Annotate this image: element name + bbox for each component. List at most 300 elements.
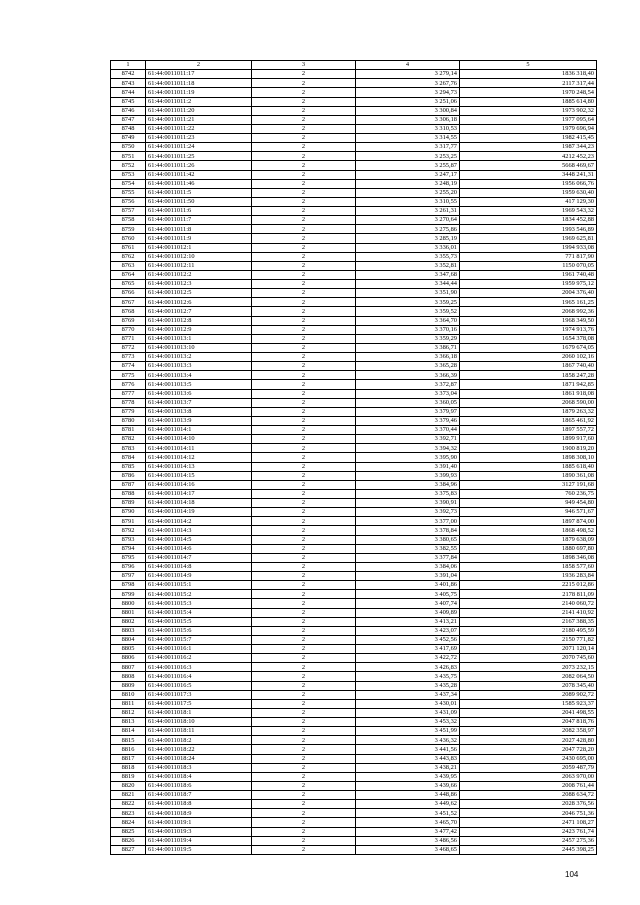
table-row [111, 781, 597, 790]
table-row [111, 270, 597, 279]
cadastral-number-cell: 61:44:0011014:19 [146, 508, 252, 517]
specific-value-cell: 3 336,01 [356, 243, 460, 252]
category-code-cell: 2 [252, 572, 356, 581]
row-number-cell: 8792 [111, 526, 146, 535]
row-number-cell: 8744 [111, 88, 146, 97]
column-header-1: 1 [111, 61, 146, 70]
specific-value-cell: 3 372,87 [356, 380, 460, 389]
row-number-cell: 8806 [111, 654, 146, 663]
row-number-cell: 8784 [111, 453, 146, 462]
row-number-cell: 8797 [111, 572, 146, 581]
category-code-cell: 2 [252, 489, 356, 498]
row-number-cell: 8802 [111, 617, 146, 626]
specific-value-cell: 3 438,21 [356, 763, 460, 772]
cadastral-value-cell: 5668 469,67 [460, 161, 597, 170]
specific-value-cell: 3 392,73 [356, 508, 460, 517]
category-code-cell: 2 [252, 772, 356, 781]
cadastral-value-cell: 1974 913,76 [460, 325, 597, 334]
row-number-cell: 8791 [111, 517, 146, 526]
category-code-cell: 2 [252, 581, 356, 590]
specific-value-cell: 3 310,55 [356, 197, 460, 206]
category-code-cell: 2 [252, 152, 356, 161]
row-number-cell: 8752 [111, 161, 146, 170]
row-number-cell: 8800 [111, 599, 146, 608]
row-number-cell: 8778 [111, 398, 146, 407]
cadastral-number-cell: 61:44:0011014:6 [146, 544, 252, 553]
row-number-cell: 8773 [111, 353, 146, 362]
cadastral-value-cell: 2167 388,35 [460, 617, 597, 626]
cadastral-value-cell: 1858 247,28 [460, 371, 597, 380]
table-row [111, 736, 597, 745]
cadastral-value-cell: 1993 546,89 [460, 225, 597, 234]
table-row [111, 727, 597, 736]
row-number-cell: 8790 [111, 508, 146, 517]
cadastral-number-cell: 61:44:0011018:7 [146, 791, 252, 800]
cadastral-value-cell: 1858 577,60 [460, 562, 597, 571]
specific-value-cell: 3 285,19 [356, 234, 460, 243]
cadastral-number-cell: 61:44:0011011:7 [146, 216, 252, 225]
column-header-4: 4 [356, 61, 460, 70]
column-header-5: 5 [460, 61, 597, 70]
row-number-cell: 8755 [111, 188, 146, 197]
row-number-cell: 8803 [111, 626, 146, 635]
row-number-cell: 8781 [111, 426, 146, 435]
table-row [111, 471, 597, 480]
cadastral-value-cell: 2046 751,36 [460, 809, 597, 818]
cadastral-number-cell: 61:44:0011014:3 [146, 526, 252, 535]
row-number-cell: 8753 [111, 170, 146, 179]
table-row [111, 818, 597, 827]
row-number-cell: 8817 [111, 754, 146, 763]
cadastral-number-cell: 61:44:0011014:15 [146, 471, 252, 480]
table-body [111, 70, 597, 855]
row-number-cell: 8827 [111, 845, 146, 854]
cadastral-value-cell: 2180 495,59 [460, 626, 597, 635]
cadastral-value-cell: 1868 498,52 [460, 526, 597, 535]
cadastral-value-cell: 1936 283,84 [460, 572, 597, 581]
cadastral-value-cell: 2215 012,86 [460, 581, 597, 590]
table-row [111, 170, 597, 179]
row-number-cell: 8779 [111, 407, 146, 416]
category-code-cell: 2 [252, 70, 356, 79]
table-row [111, 97, 597, 106]
row-number-cell: 8795 [111, 553, 146, 562]
row-number-cell: 8808 [111, 672, 146, 681]
table-row [111, 343, 597, 352]
category-code-cell: 2 [252, 134, 356, 143]
row-number-cell: 8760 [111, 234, 146, 243]
row-number-cell: 8820 [111, 781, 146, 790]
specific-value-cell: 3 386,71 [356, 343, 460, 352]
row-number-cell: 8786 [111, 471, 146, 480]
table-row [111, 444, 597, 453]
table-row [111, 261, 597, 270]
row-number-cell: 8743 [111, 79, 146, 88]
category-code-cell: 2 [252, 243, 356, 252]
row-number-cell: 8774 [111, 362, 146, 371]
cadastral-value-cell: 1968 349,50 [460, 316, 597, 325]
row-number-cell: 8763 [111, 261, 146, 270]
row-number-cell: 8742 [111, 70, 146, 79]
cadastral-value-cell: 1969 625,81 [460, 234, 597, 243]
specific-value-cell: 3 370,44 [356, 426, 460, 435]
specific-value-cell: 3 392,71 [356, 435, 460, 444]
category-code-cell: 2 [252, 188, 356, 197]
cadastral-value-cell: 4212 452,23 [460, 152, 597, 161]
cadastral-number-cell: 61:44:0011011:46 [146, 179, 252, 188]
cadastral-value-cell: 2047 728,20 [460, 745, 597, 754]
category-code-cell: 2 [252, 234, 356, 243]
specific-value-cell: 3 373,04 [356, 389, 460, 398]
table-row [111, 508, 597, 517]
cadastral-number-cell: 61:44:0011012:3 [146, 280, 252, 289]
cadastral-number-cell: 61:44:0011017:3 [146, 690, 252, 699]
cadastral-number-cell: 61:44:0011014:11 [146, 444, 252, 453]
cadastral-number-cell: 61:44:0011013:10 [146, 343, 252, 352]
table-row [111, 699, 597, 708]
table-row [111, 152, 597, 161]
row-number-cell: 8769 [111, 316, 146, 325]
category-code-cell: 2 [252, 225, 356, 234]
cadastral-value-cell: 3448 241,31 [460, 170, 597, 179]
cadastral-number-cell: 61:44:0011013:3 [146, 362, 252, 371]
specific-value-cell: 3 377,84 [356, 553, 460, 562]
cadastral-value-cell: 2070 745,60 [460, 654, 597, 663]
table-row [111, 435, 597, 444]
table-row [111, 252, 597, 261]
table-row [111, 489, 597, 498]
category-code-cell: 2 [252, 681, 356, 690]
cadastral-number-cell: 61:44:0011016:5 [146, 681, 252, 690]
category-code-cell: 2 [252, 97, 356, 106]
table-row [111, 635, 597, 644]
table-row [111, 334, 597, 343]
row-number-cell: 8745 [111, 97, 146, 106]
specific-value-cell: 3 248,19 [356, 179, 460, 188]
table-row [111, 499, 597, 508]
cadastral-number-cell: 61:44:0011013:4 [146, 371, 252, 380]
table-row [111, 480, 597, 489]
specific-value-cell: 3 359,25 [356, 298, 460, 307]
page-number: 104 [565, 870, 579, 879]
category-code-cell: 2 [252, 617, 356, 626]
specific-value-cell: 3 344,44 [356, 280, 460, 289]
cadastral-number-cell: 61:44:0011013:8 [146, 407, 252, 416]
table-row [111, 827, 597, 836]
row-number-cell: 8780 [111, 416, 146, 425]
table-row [111, 791, 597, 800]
cadastral-number-cell: 61:44:0011016:3 [146, 663, 252, 672]
row-number-cell: 8814 [111, 727, 146, 736]
category-code-cell: 2 [252, 654, 356, 663]
cadastral-value-cell: 1959 975,12 [460, 280, 597, 289]
table-row [111, 79, 597, 88]
cadastral-number-cell: 61:44:0011011:25 [146, 152, 252, 161]
table-row [111, 462, 597, 471]
cadastral-number-cell: 61:44:0011011:21 [146, 115, 252, 124]
cadastral-value-cell: 2471 108,27 [460, 818, 597, 827]
table-row [111, 754, 597, 763]
cadastral-value-cell: 2150 771,82 [460, 635, 597, 644]
specific-value-cell: 3 426,83 [356, 663, 460, 672]
cadastral-value-cell: 2430 695,00 [460, 754, 597, 763]
row-number-cell: 8750 [111, 143, 146, 152]
category-code-cell: 2 [252, 398, 356, 407]
table-row [111, 800, 597, 809]
specific-value-cell: 3 261,31 [356, 207, 460, 216]
specific-value-cell: 3 435,28 [356, 681, 460, 690]
cadastral-number-cell: 61:44:0011012:5 [146, 289, 252, 298]
specific-value-cell: 3 351,90 [356, 289, 460, 298]
category-code-cell: 2 [252, 663, 356, 672]
table-row [111, 161, 597, 170]
cadastral-value-cell: 1867 740,40 [460, 362, 597, 371]
specific-value-cell: 3 449,62 [356, 800, 460, 809]
cadastral-number-cell: 61:44:0011015:1 [146, 581, 252, 590]
row-number-cell: 8824 [111, 818, 146, 827]
category-code-cell: 2 [252, 106, 356, 115]
table-row [111, 517, 597, 526]
category-code-cell: 2 [252, 170, 356, 179]
row-number-cell: 8757 [111, 207, 146, 216]
table-row [111, 70, 597, 79]
specific-value-cell: 3 423,07 [356, 626, 460, 635]
cadastral-value-cell: 1969 543,32 [460, 207, 597, 216]
cadastral-number-cell: 61:44:0011012:11 [146, 261, 252, 270]
cadastral-value-cell: 2445 398,25 [460, 845, 597, 854]
category-code-cell: 2 [252, 79, 356, 88]
table-row [111, 216, 597, 225]
cadastral-value-cell: 2059 487,79 [460, 763, 597, 772]
row-number-cell: 8768 [111, 307, 146, 316]
cadastral-number-cell: 61:44:0011015:7 [146, 635, 252, 644]
table-row [111, 708, 597, 717]
row-number-cell: 8761 [111, 243, 146, 252]
category-code-cell: 2 [252, 115, 356, 124]
table-row [111, 134, 597, 143]
cadastral-number-cell: 61:44:0011014:1 [146, 426, 252, 435]
cadastral-number-cell: 61:44:0011012:1 [146, 243, 252, 252]
cadastral-number-cell: 61:44:0011012:7 [146, 307, 252, 316]
cadastral-value-cell: 1897 874,00 [460, 517, 597, 526]
specific-value-cell: 3 422,72 [356, 654, 460, 663]
specific-value-cell: 3 443,83 [356, 754, 460, 763]
cadastral-value-cell: 1150 070,05 [460, 261, 597, 270]
category-code-cell: 2 [252, 535, 356, 544]
specific-value-cell: 3 279,14 [356, 70, 460, 79]
category-code-cell: 2 [252, 389, 356, 398]
cadastral-number-cell: 61:44:0011012:9 [146, 325, 252, 334]
table-row [111, 453, 597, 462]
cadastral-number-cell: 61:44:0011016:2 [146, 654, 252, 663]
category-code-cell: 2 [252, 699, 356, 708]
cadastral-number-cell: 61:44:0011013:6 [146, 389, 252, 398]
category-code-cell: 2 [252, 407, 356, 416]
specific-value-cell: 3 486,56 [356, 836, 460, 845]
table-row [111, 407, 597, 416]
row-number-cell: 8812 [111, 708, 146, 717]
specific-value-cell: 3 405,75 [356, 590, 460, 599]
cadastral-value-cell: 1900 819,20 [460, 444, 597, 453]
specific-value-cell: 3 378,84 [356, 526, 460, 535]
specific-value-cell: 3 255,87 [356, 161, 460, 170]
specific-value-cell: 3 270,64 [356, 216, 460, 225]
category-code-cell: 2 [252, 827, 356, 836]
cadastral-number-cell: 61:44:0011018:10 [146, 718, 252, 727]
cadastral-number-cell: 61:44:0011014:13 [146, 462, 252, 471]
specific-value-cell: 3 365,28 [356, 362, 460, 371]
table-row [111, 809, 597, 818]
table-row [111, 243, 597, 252]
cadastral-value-cell: 1897 557,72 [460, 426, 597, 435]
specific-value-cell: 3 360,05 [356, 398, 460, 407]
table-row [111, 526, 597, 535]
specific-value-cell: 3 437,34 [356, 690, 460, 699]
table-row [111, 553, 597, 562]
category-code-cell: 2 [252, 270, 356, 279]
specific-value-cell: 3 439,95 [356, 772, 460, 781]
cadastral-value-cell: 1879 263,32 [460, 407, 597, 416]
cadastral-number-cell: 61:44:0011014:17 [146, 489, 252, 498]
row-number-cell: 8748 [111, 124, 146, 133]
cadastral-value-cell: 1679 674,05 [460, 343, 597, 352]
category-code-cell: 2 [252, 289, 356, 298]
specific-value-cell: 3 314,55 [356, 134, 460, 143]
cadastral-number-cell: 61:44:0011017:5 [146, 699, 252, 708]
table-row [111, 745, 597, 754]
cadastral-value-cell: 2117 317,44 [460, 79, 597, 88]
cadastral-number-cell: 61:44:0011011:23 [146, 134, 252, 143]
cadastral-number-cell: 61:44:0011014:2 [146, 517, 252, 526]
row-number-cell: 8822 [111, 800, 146, 809]
cadastral-value-cell: 2073 232,15 [460, 663, 597, 672]
cadastral-value-cell: 1898 346,08 [460, 553, 597, 562]
category-code-cell: 2 [252, 590, 356, 599]
cadastral-number-cell: 61:44:0011014:16 [146, 480, 252, 489]
specific-value-cell: 3 391,04 [356, 572, 460, 581]
category-code-cell: 2 [252, 745, 356, 754]
cadastral-value-cell: 2041 498,55 [460, 708, 597, 717]
category-code-cell: 2 [252, 517, 356, 526]
table-row [111, 380, 597, 389]
table-row [111, 581, 597, 590]
specific-value-cell: 3 453,32 [356, 718, 460, 727]
row-number-cell: 8776 [111, 380, 146, 389]
cadastral-number-cell: 61:44:0011015:2 [146, 590, 252, 599]
cadastral-number-cell: 61:44:0011012:2 [146, 270, 252, 279]
specific-value-cell: 3 431,09 [356, 708, 460, 717]
specific-value-cell: 3 399,93 [356, 471, 460, 480]
category-code-cell: 2 [252, 645, 356, 654]
specific-value-cell: 3 430,01 [356, 699, 460, 708]
cadastral-value-cell: 771 817,90 [460, 252, 597, 261]
table-row [111, 225, 597, 234]
specific-value-cell: 3 379,46 [356, 416, 460, 425]
cadastral-value-cell: 2078 345,40 [460, 681, 597, 690]
specific-value-cell: 3 380,65 [356, 535, 460, 544]
row-number-cell: 8787 [111, 480, 146, 489]
table-row [111, 426, 597, 435]
row-number-cell: 8825 [111, 827, 146, 836]
cadastral-number-cell: 61:44:0011012:8 [146, 316, 252, 325]
cadastral-value-cell: 2082 064,50 [460, 672, 597, 681]
row-number-cell: 8815 [111, 736, 146, 745]
row-number-cell: 8813 [111, 718, 146, 727]
specific-value-cell: 3 251,06 [356, 97, 460, 106]
cadastral-value-cell: 1994 933,08 [460, 243, 597, 252]
category-code-cell: 2 [252, 179, 356, 188]
cadastral-value-cell: 1865 461,92 [460, 416, 597, 425]
cadastral-value-cell: 2060 102,16 [460, 353, 597, 362]
category-code-cell: 2 [252, 526, 356, 535]
specific-value-cell: 3 355,73 [356, 252, 460, 261]
cadastral-value-cell: 1987 344,23 [460, 143, 597, 152]
table-row [111, 718, 597, 727]
row-number-cell: 8819 [111, 772, 146, 781]
cadastral-value-cell: 2047 818,76 [460, 718, 597, 727]
cadastral-number-cell: 61:44:0011018:1 [146, 708, 252, 717]
cadastral-value-cell: 2457 275,36 [460, 836, 597, 845]
cadastral-value-cell: 2089 902,72 [460, 690, 597, 699]
category-code-cell: 2 [252, 800, 356, 809]
cadastral-value-cell: 949 454,80 [460, 499, 597, 508]
cadastral-number-cell: 61:44:0011013:7 [146, 398, 252, 407]
row-number-cell: 8810 [111, 690, 146, 699]
category-code-cell: 2 [252, 416, 356, 425]
cadastral-value-cell: 417 129,30 [460, 197, 597, 206]
cadastral-number-cell: 61:44:0011013:2 [146, 353, 252, 362]
cadastral-number-cell: 61:44:0011013:1 [146, 334, 252, 343]
cadastral-number-cell: 61:44:0011014:12 [146, 453, 252, 462]
table-row [111, 197, 597, 206]
category-code-cell: 2 [252, 334, 356, 343]
category-code-cell: 2 [252, 708, 356, 717]
cadastral-number-cell: 61:44:0011011:6 [146, 207, 252, 216]
row-number-cell: 8811 [111, 699, 146, 708]
category-code-cell: 2 [252, 626, 356, 635]
cadastral-number-cell: 61:44:0011018:8 [146, 800, 252, 809]
specific-value-cell: 3 267,76 [356, 79, 460, 88]
row-number-cell: 8805 [111, 645, 146, 654]
cadastral-value-cell: 3127 191,68 [460, 480, 597, 489]
specific-value-cell: 3 294,73 [356, 88, 460, 97]
specific-value-cell: 3 359,29 [356, 334, 460, 343]
cadastral-value-cell: 1961 740,48 [460, 270, 597, 279]
cadastral-value-cell: 2088 634,72 [460, 791, 597, 800]
cadastral-number-cell: 61:44:0011016:4 [146, 672, 252, 681]
table-row [111, 617, 597, 626]
cadastral-value-cell: 1879 638,09 [460, 535, 597, 544]
specific-value-cell: 3 255,20 [356, 188, 460, 197]
category-code-cell: 2 [252, 161, 356, 170]
table-row [111, 544, 597, 553]
category-code-cell: 2 [252, 371, 356, 380]
specific-value-cell: 3 317,77 [356, 143, 460, 152]
cadastral-number-cell: 61:44:0011011:8 [146, 225, 252, 234]
cadastral-number-cell: 61:44:0011018:24 [146, 754, 252, 763]
specific-value-cell: 3 382,55 [356, 544, 460, 553]
table-row [111, 663, 597, 672]
cadastral-number-cell: 61:44:0011013:5 [146, 380, 252, 389]
category-code-cell: 2 [252, 544, 356, 553]
category-code-cell: 2 [252, 599, 356, 608]
row-number-cell: 8772 [111, 343, 146, 352]
specific-value-cell: 3 417,69 [356, 645, 460, 654]
table-row [111, 325, 597, 334]
category-code-cell: 2 [252, 508, 356, 517]
row-number-cell: 8821 [111, 791, 146, 800]
row-number-cell: 8789 [111, 499, 146, 508]
